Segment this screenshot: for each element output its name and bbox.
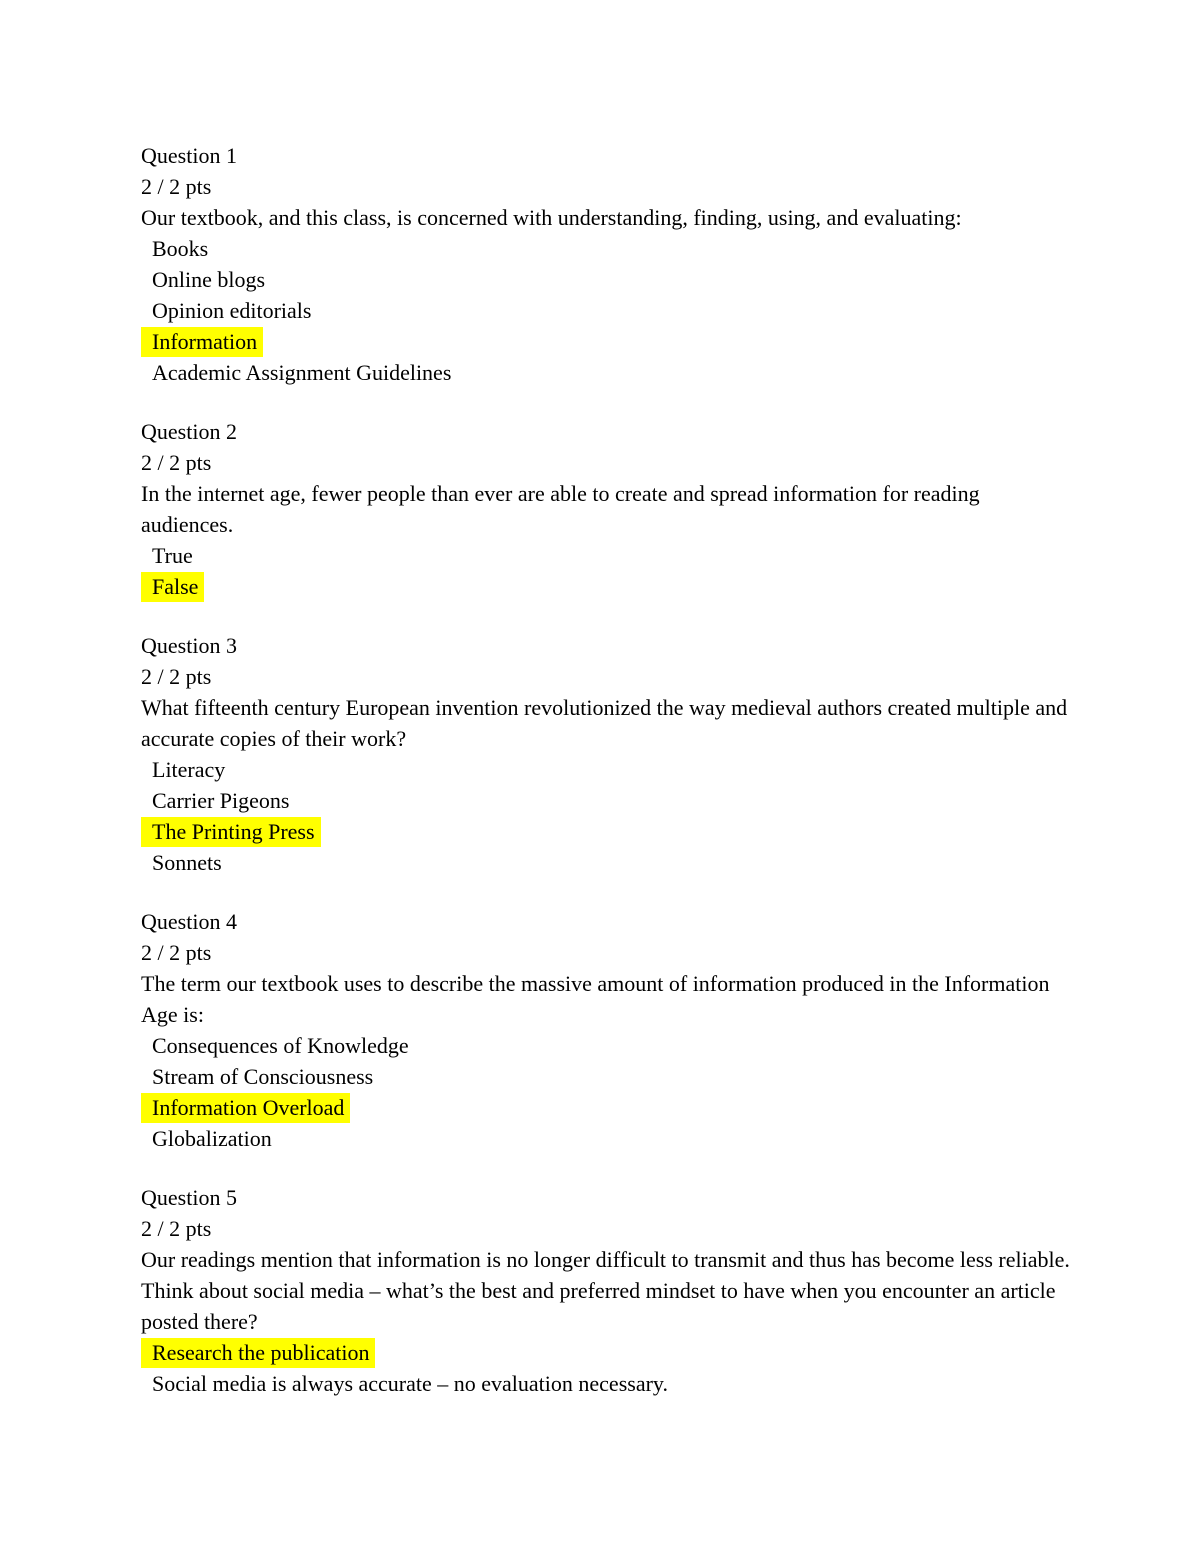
answer-option-correct <box>141 816 1071 847</box>
question-block <box>141 1182 1071 1399</box>
answer-option-text: Online blogs <box>152 267 266 292</box>
question-title: Question 3 <box>141 633 237 658</box>
answer-option <box>141 295 1071 326</box>
answer-option-correct <box>141 571 1071 602</box>
question-title: Question 2 <box>141 419 237 444</box>
question-title: Question 5 <box>141 1185 237 1210</box>
answer-option-text: Carrier Pigeons <box>152 788 290 813</box>
question-title: Question 4 <box>141 909 237 934</box>
answer-option-text: Stream of Consciousness <box>152 1064 374 1089</box>
question-block <box>141 416 1071 602</box>
answer-option-text: Opinion editorials <box>152 298 312 323</box>
answer-option <box>141 233 1071 264</box>
answer-option-text: Books <box>152 236 209 261</box>
answer-option-correct <box>141 1092 1071 1123</box>
question-prompt: Our textbook, and this class, is concerned with understanding, finding, using, and evaluating: <box>141 205 962 230</box>
answer-option <box>141 1030 1071 1061</box>
answer-option <box>141 357 1071 388</box>
answer-option <box>141 540 1071 571</box>
answer-option-correct <box>141 326 1071 357</box>
question-prompt: The term our textbook uses to describe the massive amount of information produced in the Information Age is: <box>141 971 1050 1027</box>
answer-option-text: Sonnets <box>152 850 222 875</box>
answer-option-text-highlighted: False <box>141 572 204 602</box>
question-score: 2 / 2 pts <box>141 1216 212 1241</box>
answer-option <box>141 754 1071 785</box>
answer-option-text-highlighted: Information <box>141 327 263 357</box>
answer-option-text-highlighted: Information Overload <box>141 1093 350 1123</box>
answer-option-text: Academic Assignment Guidelines <box>152 360 452 385</box>
answer-option-text-highlighted: The Printing Press <box>141 817 321 847</box>
question-block <box>141 140 1071 388</box>
answer-option-text: Globalization <box>152 1126 272 1151</box>
question-score: 2 / 2 pts <box>141 664 212 689</box>
question-score: 2 / 2 pts <box>141 940 212 965</box>
answer-option-correct <box>141 1337 1071 1368</box>
answer-option-text: Literacy <box>152 757 226 782</box>
question-block <box>141 906 1071 1154</box>
answer-option-text-highlighted: Research the publication <box>141 1338 375 1368</box>
answer-option <box>141 1368 1071 1399</box>
question-prompt: What fifteenth century European invention revolutionized the way medieval authors created multiple and accurate copies of their work? <box>141 695 1068 751</box>
question-block <box>141 630 1071 878</box>
quiz-document <box>141 140 1071 1427</box>
question-title: Question 1 <box>141 143 237 168</box>
answer-option <box>141 264 1071 295</box>
question-prompt: Our readings mention that information is no longer difficult to transmit and thus has become less reliable. Think about social media – what’s the best and preferred mindset to have when you encounter an article posted there? <box>141 1247 1070 1334</box>
answer-option <box>141 785 1071 816</box>
question-score: 2 / 2 pts <box>141 174 212 199</box>
answer-option-text: True <box>152 543 193 568</box>
answer-option-text: Consequences of Knowledge <box>152 1033 409 1058</box>
question-prompt: In the internet age, fewer people than ever are able to create and spread information for reading audiences. <box>141 481 980 537</box>
question-score: 2 / 2 pts <box>141 450 212 475</box>
answer-option <box>141 1123 1071 1154</box>
answer-option-text: Social media is always accurate – no evaluation necessary. <box>152 1371 668 1396</box>
answer-option <box>141 1061 1071 1092</box>
answer-option <box>141 847 1071 878</box>
